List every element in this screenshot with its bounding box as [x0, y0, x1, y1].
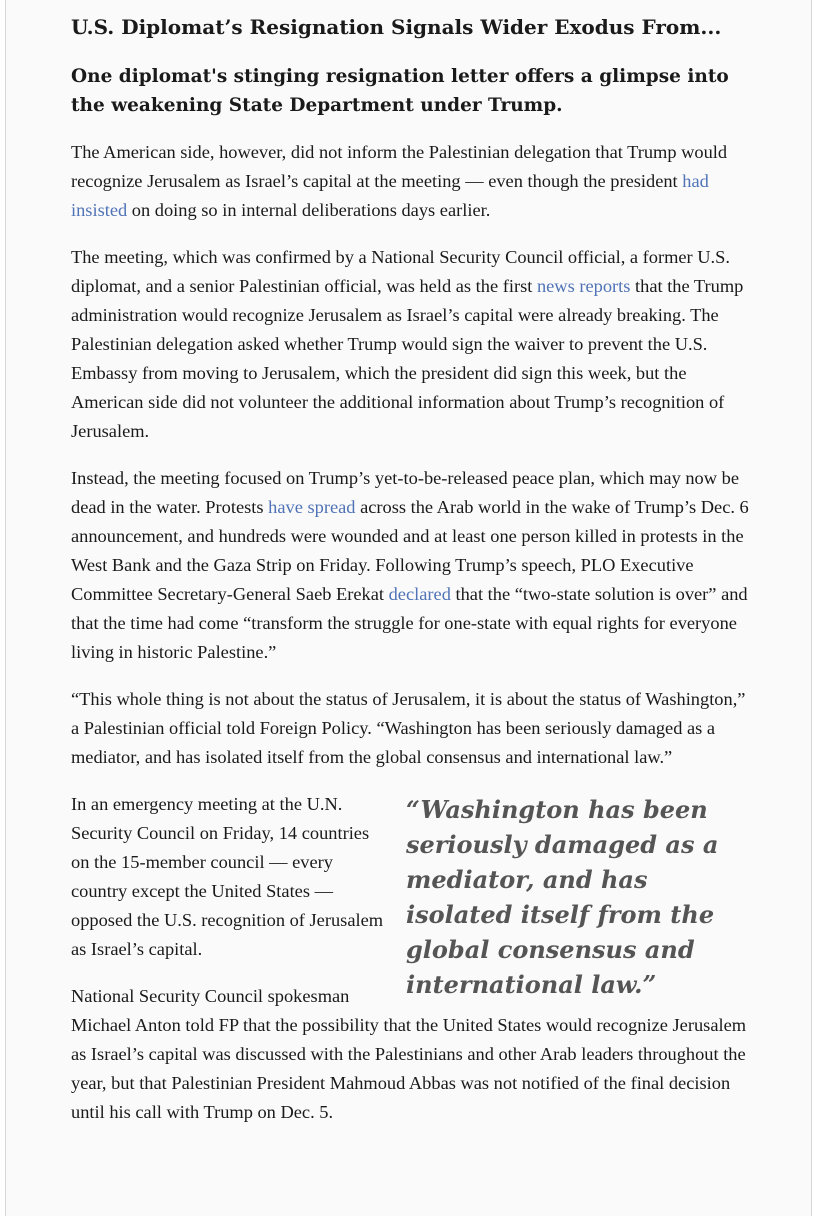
paragraph-3 — [71, 464, 751, 667]
article-headline[interactable]: U.S. Diplomat’s Resignation Signals Wider Exodus From... — [71, 15, 722, 39]
article-column — [71, 0, 751, 1127]
pullquote: “Washington has been seriously damaged as a mediator, and has isolated itself from the global consensus and international law.” — [406, 795, 719, 999]
article-page — [5, 0, 812, 1216]
paragraph-2-text-b: that the Trump administration would recognize Jerusalem as Israel’s capital were already breaking. The Palestinian delegation asked whether Trump would sign the waiver to prevent the U.S. Embassy from moving to Jerusalem, which the president did sign this week, but the American side did not volunteer the additional information about Trump’s recognition of Jerusalem. — [71, 276, 744, 441]
pullquote-section — [71, 790, 751, 1127]
paragraph-1-text-a: The American side, however, did not inform the Palestinian delegation that Trump would recognize Jerusalem as Israel’s capital at the meeting — even though the president — [71, 142, 728, 191]
paragraph-2 — [71, 243, 751, 446]
link-declared[interactable]: declared — [388, 584, 451, 604]
article-subhead: One diplomat's stinging resignation letter offers a glimpse into the weakening State Department under Trump. — [71, 66, 729, 116]
paragraph-3-text-c: that the “two-state solution is over” and that the time had come “transform the struggle for one-state with equal rights for everyone living in historic Palestine.” — [71, 584, 748, 662]
link-had-insisted[interactable]: had insisted — [71, 171, 709, 220]
paragraph-3-text-a: Instead, the meeting focused on Trump’s yet-to-be-released peace plan, which may now be dead in the water. Protests — [71, 468, 739, 517]
paragraph-2-text-a: The meeting, which was confirmed by a National Security Council official, a former U.S. diplomat, and a senior Palestinian official, was held as the first — [71, 247, 730, 296]
paragraph-1-text-b: on doing so in internal deliberations days earlier. — [127, 200, 491, 220]
paragraph-5: In an emergency meeting at the U.N. Security Council on Friday, 14 countries on the 15-member council — every country except the United States — opposed the U.S. recognition of Jerusalem as Israel’s capital. — [71, 794, 384, 959]
paragraph-6: National Security Council spokesman Michael Anton told FP that the possibility that the United States would recognize Jerusalem as Israel’s capital was discussed with the Palestinians and other Arab leaders throughout the year, but that Palestinian President Mahmoud Abbas was not notified of the final decision until his call with Trump on Dec. 5. — [71, 986, 747, 1122]
paragraph-3-text-b: across the Arab world in the wake of Trump’s Dec. 6 announcement, and hundreds were wounded and at least one person killed in protests in the West Bank and the Gaza Strip on Friday. Following Trump’s speech, PLO Executive Committee Secretary-General Saeb Erekat — [71, 497, 749, 604]
paragraph-1 — [71, 138, 751, 225]
paragraph-4: “This whole thing is not about the status of Jerusalem, it is about the status of Washington,” a Palestinian official told Foreign Policy. “Washington has been seriously damaged as a mediator, and has isolated itself from the global consensus and international law.” — [71, 689, 746, 767]
link-have-spread[interactable]: have spread — [268, 497, 356, 517]
link-news-reports[interactable]: news reports — [536, 276, 631, 296]
